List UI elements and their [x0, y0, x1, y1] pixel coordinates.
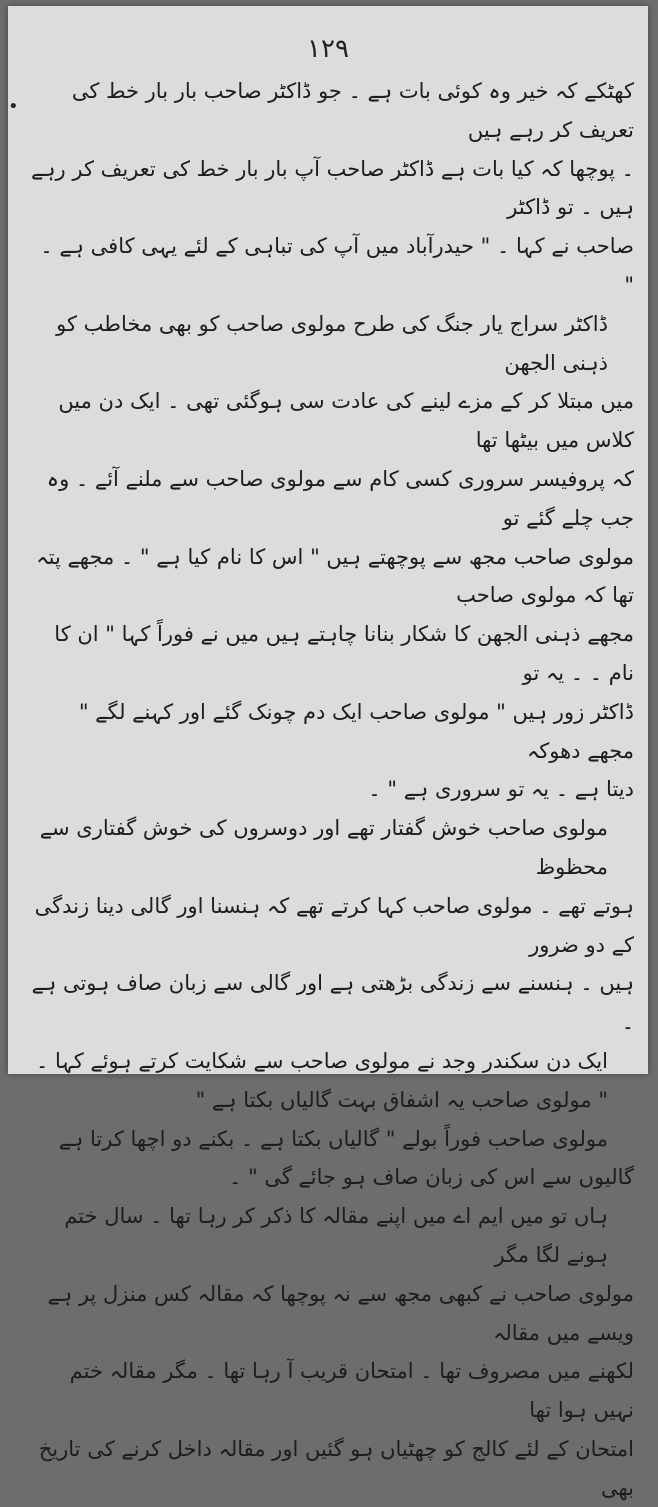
text-line: ہوتے تھے ۔ مولوی صاحب کہا کرتے تھے کہ ہنسنا اور گالی دینا زندگی کے دو ضرور [34, 893, 634, 957]
text-line: میں مبتلا کر کے مزے لینے کی عادت سی ہوگئی تھی ۔ ایک دن میں کلاس میں بیٹھا تھا [58, 389, 634, 453]
text-line: امتحان کے لئے کالج کو چھٹیاں ہو گئیں اور مقالہ داخل کرنے کی تاریخ بھی [38, 1436, 634, 1500]
text-line: مجھے ذہنی الجھن کا شکار بنانا چاہتے ہیں میں نے فوراً کہا " ان کا نام ۔ ۔ یہ تو [54, 622, 634, 685]
text-line: دیتا ہے ۔ یہ تو سروری ہے " ۔ [368, 777, 634, 802]
text-line: مولوی صاحب خوش گفتار تھے اور دوسروں کی خوش گفتاری سے محظوظ [39, 816, 608, 879]
text-line: کھٹکے کہ خیر وہ کوئی بات ہے ۔ جو ڈاکٹر صاحب بار بار خط کی تعریف کر رہے ہیں [71, 79, 634, 142]
text-line: " مولوی صاحب یہ اشفاق بہت گالیاں بکتا ہے " [195, 1087, 608, 1112]
text-line: کہ پروفیسر سروری کسی کام سے مولوی صاحب سے ملنے آئے ۔ وہ جب چلے گئے تو [46, 466, 634, 530]
text-line: ہیں ۔ ہنسنے سے زندگی بڑھتی ہے اور گالی سے زبان صاف ہوتی ہے ۔ [31, 971, 634, 1035]
text-line: ہاں تو میں ایم اے میں اپنے مقالہ کا ذکر کر رہا تھا ۔ سال ختم ہونے لگا مگر [64, 1204, 608, 1267]
text-line: ایک دن سکندر وجد نے مولوی صاحب سے شکایت کرتے ہوئے کہا ۔ [36, 1048, 608, 1073]
margin-mark: • [8, 96, 19, 117]
text-line: ۔ پوچھا کہ کیا بات ہے ڈاکٹر صاحب آپ بار بار خط کی تعریف کر رہے ہیں ۔ تو ڈاکٹر [30, 156, 634, 220]
text-line: ڈاکٹر سراج یار جنگ کی طرح مولوی صاحب کو بھی مخاطب کو ذہنی الجھن [56, 311, 608, 375]
text-line: مولوی صاحب مجھ سے پوچھتے ہیں " اس کا نام کیا ہے " ۔ مجھے پتہ تھا کہ مولوی صاحب [36, 544, 634, 608]
text-line: گالیوں سے اس کی زبان صاف ہو جائے گی " ۔ [229, 1165, 634, 1190]
text-line: ڈاکٹر زور ہیں " مولوی صاحب ایک دم چونک گئے اور کہنے لگے " مجھے دھوکہ [78, 699, 634, 763]
text-line: مولوی صاحب نے کبھی مجھ سے نہ پوچھا کہ مقالہ کس منزل پر ہے ویسے میں مقالہ [47, 1281, 634, 1345]
page-number: ۱۲۹ [307, 34, 349, 64]
handwritten-body-text [26, 72, 634, 1507]
manuscript-page [8, 6, 648, 1500]
text-line: صاحب نے کہا ۔ " حیدرآباد میں آپ کی تباہی کے لئے یہی کافی ہے ۔ " [40, 234, 634, 297]
text-line: مولوی صاحب فوراً بولے " گالیاں بکتا ہے ۔ بکنے دو اچھا کرتا ہے [58, 1126, 608, 1151]
text-line: لکھنے میں مصروف تھا ۔ امتحان قریب آ رہا تھا ۔ مگر مقالہ ختم نہیں ہوا تھا [69, 1359, 634, 1423]
